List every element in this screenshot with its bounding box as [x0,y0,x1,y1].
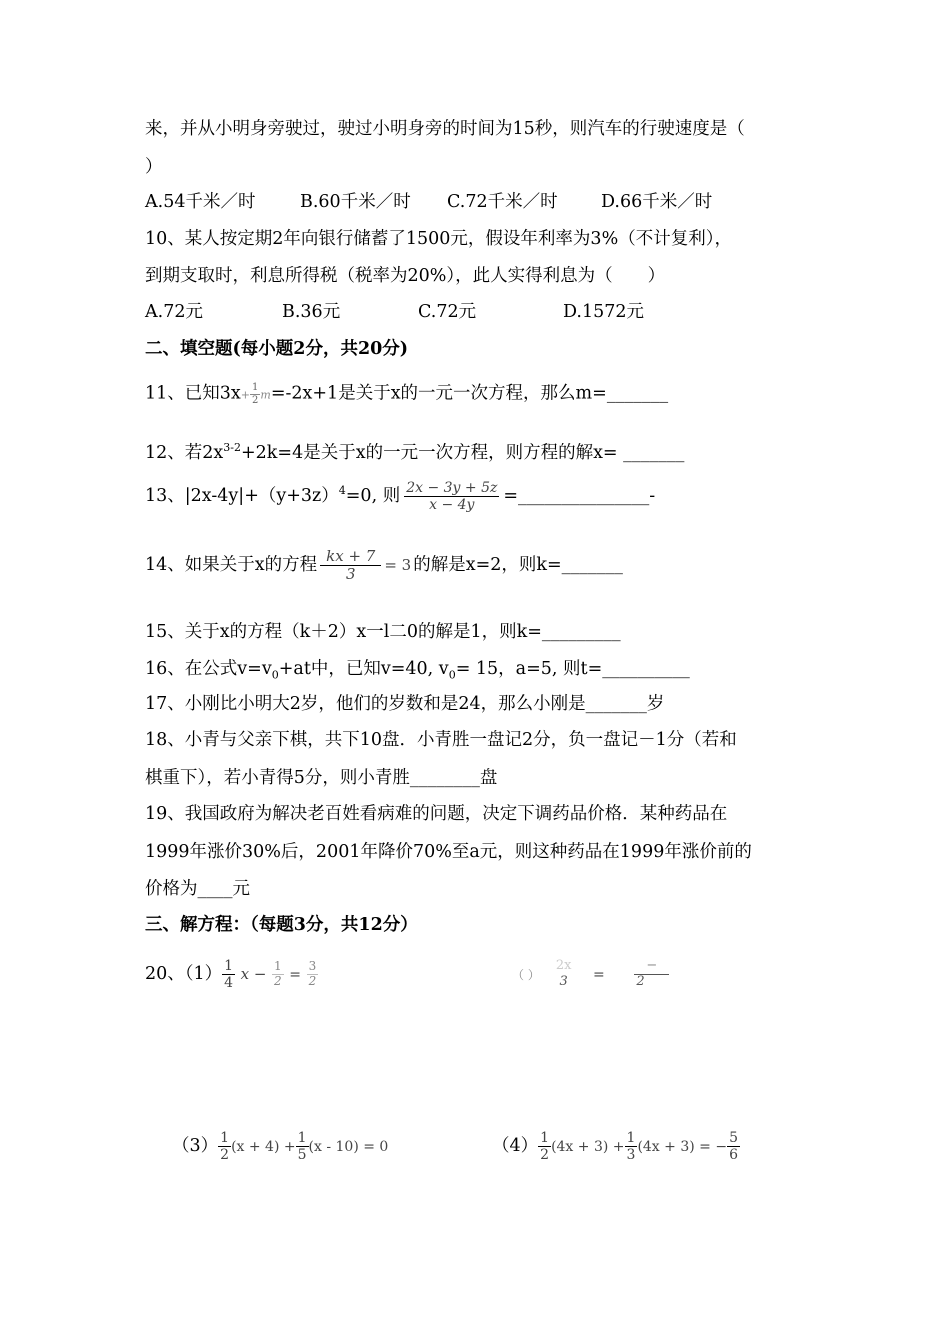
q20-part1 [145,950,318,999]
section3-title: 三、解方程：（每题3分，共12分） [145,915,418,935]
q16-sub2: 0 [448,668,456,682]
q11-frac-var: m [260,388,271,402]
q20-p1-f3-den: 2 [308,974,317,988]
section2-title: 二、填空题(每小题2分，共20分) [145,339,409,359]
q20-p1-eq: = [289,967,301,983]
q9-option-c: C.72千米／时 [447,192,558,212]
q19-line2: 1999年涨价30%后，2001年降价70%至a元，则这种药品在1999年涨价前的 [145,842,752,862]
q12-prefix: 12、若2x [145,442,224,463]
q20-p1-f3-num: 3 [308,959,317,974]
q20-p4-t2: (4x + 3) = − [637,1139,728,1155]
q16 [145,658,690,687]
q14-frac-den: 3 [345,565,356,583]
q19-line1: 19、我国政府为解决老百姓看病难的问题，决定下调药品价格．某种药品在 [145,804,728,824]
q20-p3-frac2 [296,1130,309,1163]
q12 [145,437,684,464]
q11-frac-sign: + [240,388,250,402]
q14-prefix: 14、如果关于x的方程 [145,555,318,575]
q12-suffix: +2k=4是关于x的一元一次方程，则方程的解x= _______ [241,442,685,463]
q20-p4-f3-num: 5 [729,1129,738,1146]
q20-p3-frac1 [218,1130,231,1163]
q10-option-b: B.36元 [282,302,341,322]
q13-mid: =0, 则 [345,485,401,506]
q20-p1-f2-den: 2 [274,974,282,988]
q20-part3 [172,1122,388,1171]
q14-frac-num: kx + 7 [320,548,381,566]
q18-line1: 18、小青与父亲下棋，共下10盘．小青胜一盘记2分，负一盘记－1分（若和 [145,730,737,750]
q11-frac-num: 1 [252,382,259,393]
q11-prefix: 11、已知3x [145,383,241,404]
q19-line3: 价格为____元 [145,879,250,899]
q10-option-c: C.72元 [418,302,477,322]
q20-p2-f1-num: 2x [555,958,572,974]
q20-p1-x: x − [240,965,267,983]
q20-p4-frac1 [538,1130,551,1163]
q20-p4-f1-num: 1 [540,1129,550,1146]
q20-p1-f2-num: 1 [274,959,282,974]
q20-p4-f2-num: 1 [626,1129,636,1146]
q20-p4-t1: (4x + 3) + [551,1139,625,1155]
q20-p4-frac3 [727,1130,740,1163]
q20-p1-frac2 [272,960,284,989]
q20-p4-frac2 [625,1130,638,1163]
q14-eq: = 3 [384,556,412,574]
q17: 17、小刚比小明大2岁，他们的岁数和是24，那么小刚是_______岁 [145,694,665,714]
q20-p2-f2-den: 2 [636,974,645,989]
q9-line1: 来，并从小明身旁驶过，驶过小明身旁的时间为15秒，则汽车的行驶速度是（ [145,119,745,139]
q20-p3-f2-num: 1 [297,1129,307,1146]
q9-option-d: D.66千米／时 [601,192,713,212]
q13 [145,470,655,517]
q20-p2-label: （ ） [512,968,540,982]
q20-p4-f2-den: 3 [626,1147,636,1163]
q20-p4-f3-den: 6 [729,1147,738,1163]
q10-line2: 到期支取时，利息所得税（税率为20%），此人实得利息为（ ） [145,266,666,286]
q20-p2-f2-num: − [634,959,669,975]
q11-fraction [250,382,260,406]
q15: 15、关于x的方程（k＋2）x一l二0的解是1，则k=_________ [145,622,621,642]
q13-frac-den: x − 4y [429,496,475,513]
q11 [145,382,668,407]
q12-exponent: 3-2 [223,441,241,454]
q16-c: = 15，a=5, 则t=__________ [455,659,690,679]
q13-prefix: 13、|2x-4y|+（y+3z） [145,485,339,506]
q10-line1: 10、某人按定期2年向银行储蓄了1500元，假设年利率为3%（不计复利）， [145,229,732,249]
q14 [145,541,623,589]
q20-p3-t2: (x - 10) = 0 [308,1139,389,1155]
q9-option-a: A.54千米／时 [145,192,256,212]
q20-p2-frac1 [554,959,574,990]
q11-suffix: =-2x+1是关于x的一元一次方程，那么m=_______ [270,383,669,404]
q20-p1-frac3 [307,960,319,989]
q18-line2: 棋重下），若小青得5分，则小青胜________盘 [145,768,498,788]
q20-p3-f1-num: 1 [220,1129,230,1146]
q14-suffix: 的解是x=2，则k=_______ [413,555,623,575]
q20-p2-frac2 [634,959,669,990]
q20-p3-f1-den: 2 [220,1147,230,1163]
q20-p1-f1-num: 1 [224,957,234,974]
q10-option-d: D.1572元 [563,302,645,322]
q13-frac-num: 2x − 3y + 5z [406,479,498,496]
q16-sub1: 0 [271,668,279,682]
q20-p2-f1-den: 3 [559,974,568,989]
q9-line2: ） [145,157,163,177]
q11-frac-den: 2 [252,394,259,406]
q20-part2 [512,950,669,999]
q9-option-b: B.60千米／时 [300,192,411,212]
q20-part4 [492,1122,740,1171]
q20-p3-t1: (x + 4) + [231,1139,296,1155]
q20-p3-f2-den: 5 [297,1147,307,1163]
q20-label: 20、（1） [145,964,223,984]
q13-fraction [404,480,499,513]
q13-exponent: 4 [338,484,346,497]
q16-b: +at中，已知v=40, v [278,659,449,679]
q20-p4-f1-den: 2 [540,1147,550,1163]
q20-p4-label: （4） [492,1136,539,1156]
q14-fraction [320,548,381,584]
q20-p3-label: （3） [172,1136,219,1156]
q13-suffix: =_______________- [503,485,656,506]
q20-p1-frac1 [222,958,235,991]
q16-a: 16、在公式v=v [145,659,272,679]
q20-p2-eq: = [593,967,605,983]
q10-option-a: A.72元 [145,302,203,322]
q20-p1-f1-den: 4 [224,975,234,991]
